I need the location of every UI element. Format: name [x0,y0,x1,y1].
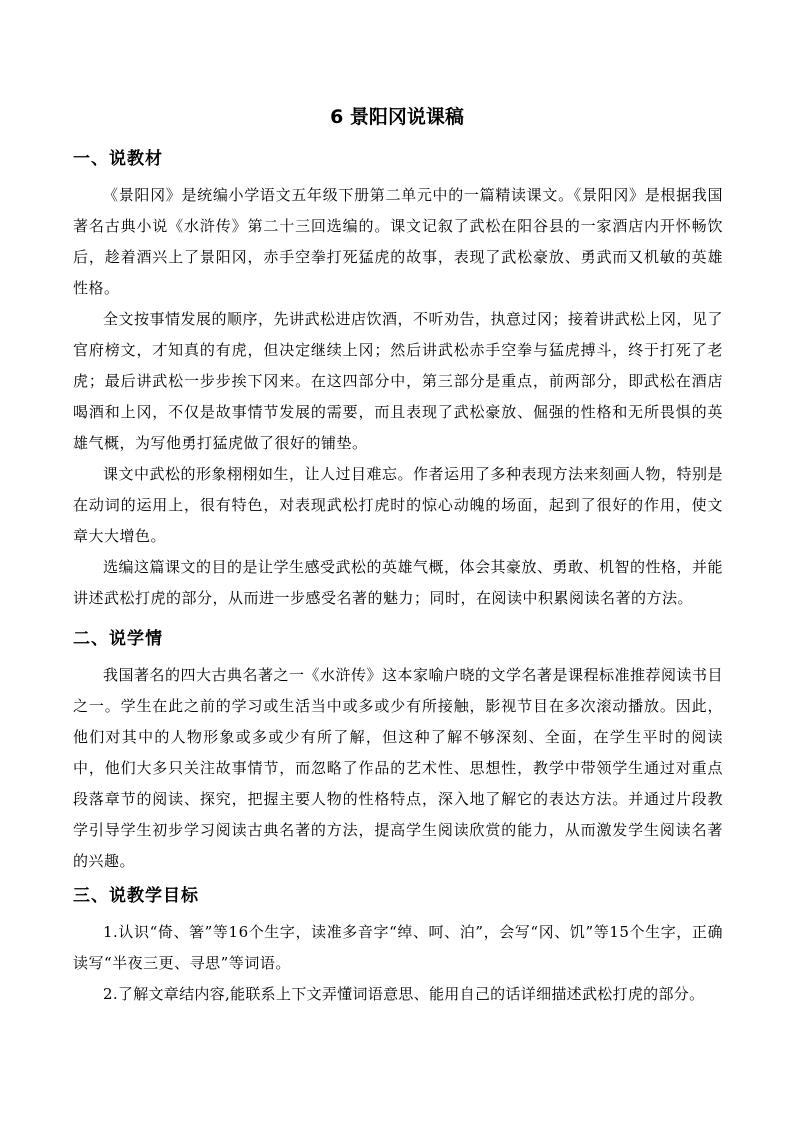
section-heading: 二、说学情 [73,629,163,649]
objective-item: 1.认识“倚、箸”等16个生字，读准多音字“绰、呵、泊”，会写“冈、饥”等15个生字，正确读写“半夜三更、寻思”等词语。 [73,923,723,972]
objective-item: 2.了解文章结内容,能联系上下文弄懂词语意思、能用自己的话详细描述武松打虎的部分。 [103,985,705,1003]
paragraph: 课文中武松的形象栩栩如生，让人过目难忘。作者运用了多种表现方法来刻画人物，特别是在动词的运用上，很有特色，对表现武松打虎时的惊心动魄的场面，起到了很好的作用，使文章大大增色。 [73,465,724,545]
section-student-analysis [73,626,723,877]
section-heading: 一、说教材 [73,149,163,169]
section-heading: 三、说教学目标 [73,886,199,906]
paragraph: 我国著名的四大古典名著之一《水浒传》这本家喻户晓的文学名著是课程标准推荐阅读书目之一。学生在此之前的学习或生活当中或多或少有所接触，影视节目在多次滚动播放。因此，他们对其中的人物形象或多或少有所了解，但这种了解不够深刻、全面，在学生平时的阅读中，他们大多只关注故事情节，而忽略了作品的艺术性、思想性，教学中带领学生通过对重点段落章节的阅读、探究，把握主要人物的性格特点，深入地了解它的表达方法。并通过片段教学引导学生初步学习阅读古典名著的方法，提高学生阅读欣赏的能力，从而激发学生阅读名著的兴趣。 [73,666,724,870]
paragraph: 全文按事情发展的顺序，先讲武松进店饮酒，不听劝告，执意过冈；接着讲武松上冈，见了官府榜文，才知真的有虎，但决定继续上冈；然后讲武松赤手空拳与猛虎搏斗，终于打死了老虎；最后讲武松一步步挨下冈来。在这四部分中，第三部分是重点，前两部分，即武松在酒店喝酒和上冈，不仅是故事情节发展的需要，而且表现了武松豪放、倔强的性格和无所畏惧的英雄气概，为写他勇打猛虎做了很好的铺垫。 [73,310,724,452]
paragraph: 《景阳冈》是统编小学语文五年级下册第二单元中的一篇精读课文。《景阳冈》是根据我国著名古典小说《水浒传》第二十三回选编的。课文记叙了武松在阳谷县的一家酒店内开怀畅饮后，趁着酒兴上了景阳冈，赤手空拳打死猛虎的故事，表现了武松豪放、勇武而又机敏的英雄性格。 [73,186,723,297]
paragraph: 选编这篇课文的目的是让学生感受武松的英雄气概，体会其豪放、勇敢、机智的性格，并能讲述武松打虎的部分，从而进一步感受名著的魅力；同时，在阅读中积累阅读名著的方法。 [73,558,724,607]
section-teaching-objectives [73,883,723,1010]
section-teaching-material [73,146,723,614]
document-title: 6 景阳冈说课稿 [330,106,464,128]
